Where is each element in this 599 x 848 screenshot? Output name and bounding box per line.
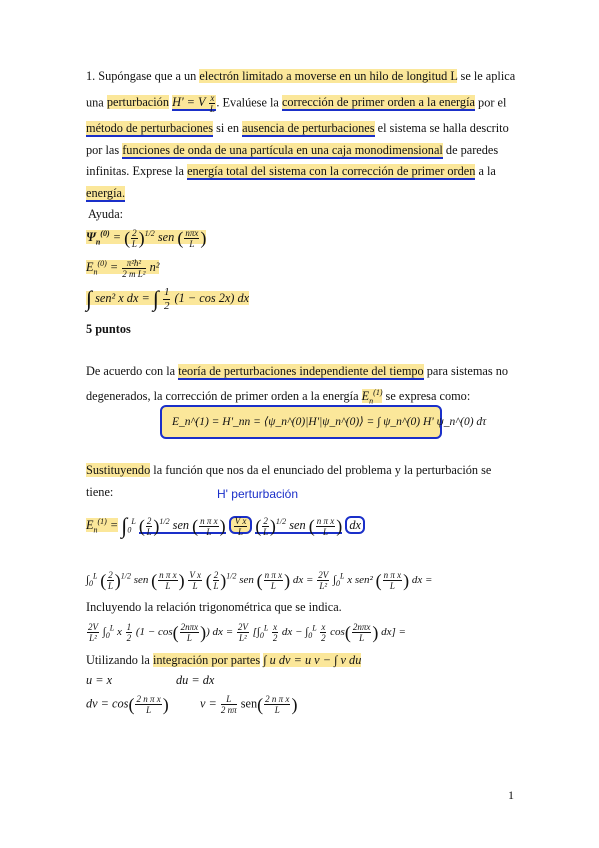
problem-line-1: 1. Supóngase que a un electrón limitado a moverse en un hilo de longitud L se le aplica: [86, 69, 516, 83]
first-order-energy-equation: E_n^(1) = H'_nn = ⟨ψ_n^(0)|H'|ψ_n^(0)⟩ = ∫ ψ_n^(0) H' ψ_n^(0) dτ: [172, 416, 487, 428]
trig-note: Incluyendo la relación trigonométrica que se indica.: [86, 600, 342, 614]
v-definition: v = $\frac{L}{2 n\pi}$ sen( $\frac{\text{2 n π x}}{L}$ ): [200, 694, 298, 715]
help-label: Ayuda:: [88, 207, 124, 221]
problem-line-4: por las funciones de onda de una partícula en una caja monodimensional de paredes: [86, 143, 499, 157]
expanded-integral: $\int_0^L$ ( $\frac{2}{L}$ )$^{1/2}$ sen ( $\frac{\text{n π x}}{L}$ ) $\frac{\text{V x}}{L}$ ( $\frac{2}{L}$ )$^{1/2}$ sen ( $\frac{\text{n π x}}{L}$ ) dx = $\frac{2V}{\text{L²}}$ $\int_0^L$ x sen² ( $\frac{\text{n π x}}{L}$ ) dx =: [86, 570, 433, 591]
problem-line-2: una perturbación H' = V $\frac{x}{L}$ . Evalúese la corrección de primer orden a la energía por el: [86, 93, 507, 114]
du-definition: du = dx: [176, 673, 215, 687]
u-definition: u = x: [86, 673, 113, 687]
help-integral-formula: ∫ sen² x dx = ∫ $\frac{1}{2}$ (1 − cos 2x) dx: [86, 286, 250, 312]
substituted-integral: $E_n^{(1)} = \int_0^L$ ( $\frac{2}{L}$ )$^{1/2}$ sen ( $\frac{\text{n π x}}{L}$ ) $\frac{\text{V x}}{L}$ ( $\frac{2}{L}$ )$^{1/2}$ sen ( $\frac{\text{n π x}}{L}$ ) dx: [86, 512, 365, 539]
integration-by-parts-line: Utilizando la integración por partes ∫ u dv = u v − ∫ v du: [86, 653, 362, 667]
perturbation-formula: H' = V $\frac{x}{L}$: [172, 93, 215, 114]
help-energy-formula: $E_n^{(0)}$ = $\frac{\text{π²ħ²}}{\text{2 m L²}}$ n²: [86, 258, 160, 279]
page-number: 1: [508, 788, 514, 802]
points-label: 5 puntos: [86, 322, 131, 336]
solution-line-2: degenerados, la corrección de primer orden a la energía $E_n^{(1)}$ se expresa como:: [86, 387, 471, 406]
solution-line-1: De acuerdo con la teoría de perturbaciones independiente del tiempo para sistemas no: [86, 364, 509, 378]
trig-integral: $\frac{2V}{\text{L²}}$ $\int_0^L$ x $\frac{1}{2}$ (1 − cos( $\frac{\text{2nπx}}{L}$ )) dx = $\frac{2V}{\text{L²}}$ [$\int_0^L$ $\frac{x}{2}$ dx − $\int_0^L$ $\frac{x}{2}$ cos( $\frac{\text{2nπx}}{L}$ ) dx] =: [88, 622, 406, 643]
perturbation-tag: H' perturbación: [217, 487, 298, 501]
dv-definition: dv = cos( $\frac{\text{2 n π x}}{L}$ ): [86, 694, 169, 715]
highlight-electron: electrón limitado a moverse en un hilo de longitud L: [199, 69, 458, 83]
problem-line-6: energía.: [86, 186, 126, 200]
solution-line-4: tiene:: [86, 485, 114, 499]
problem-line-3: método de perturbaciones si en ausencia de perturbaciones el sistema se halla descrito: [86, 121, 509, 135]
help-psi-formula: $\Psi_n^{(0)}$ = ( $\frac{2}{L}$ )$^{1/2}$ sen ( $\frac{\text{nπx}}{L}$ ): [86, 228, 207, 249]
problem-line-5: infinitas. Exprese la energía total del sistema con la corrección de primer orden a la: [86, 164, 496, 178]
solution-line-3: Sustituyendo la función que nos da el enunciado del problema y la perturbación se: [86, 463, 492, 477]
first-order-energy-box: [160, 405, 487, 439]
